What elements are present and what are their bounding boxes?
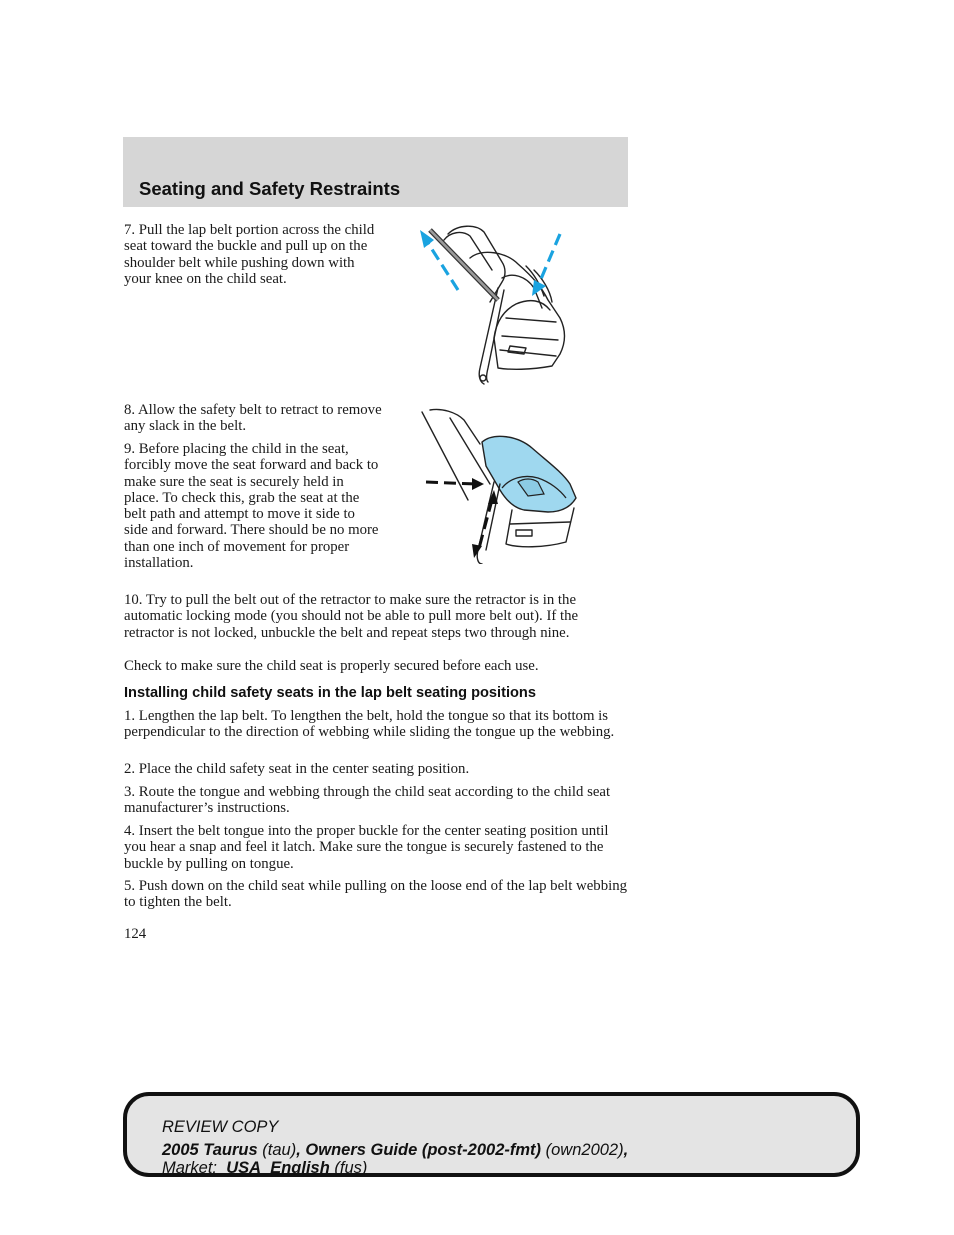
lap-step-1-text: 1. Lengthen the lap belt. To lengthen the belt, hold the tongue so that its bottom is perpendicular to the direction of webbing while sliding the tongue up the webbing.	[124, 708, 615, 741]
footer-market-label: Market:	[162, 1159, 218, 1177]
footer-model-code: (tau)	[262, 1141, 297, 1159]
lap-step-5-text: 5. Push down on the child seat while pulling on the loose end of the lap belt webbing to tighten the belt.	[124, 878, 628, 911]
step-8-text: 8. Allow the safety belt to retract to remove any slack in the belt.	[124, 402, 382, 435]
figure-pull-lap-belt	[410, 218, 575, 390]
lap-step-2-text: 2. Place the child safety seat in the center seating position.	[124, 761, 470, 777]
lap-step-4-text: 4. Insert the belt tongue into the proper buckle for the center seating position until you hear a snap and feel it latch. Make sure the tongue is securely fastened to the buckle by pulling on tongue.	[124, 823, 609, 872]
footer-market-line	[162, 1159, 367, 1178]
step-7-text: 7. Pull the lap belt portion across the child seat toward the buckle and pull up on the shoulder belt while pushing down with your knee on the child seat.	[124, 222, 375, 287]
section-title: Seating and Safety Restraints	[139, 178, 401, 199]
footer-guide-code: (own2002)	[545, 1141, 624, 1159]
footer-guide: Owners Guide (post-2002-fmt)	[305, 1141, 542, 1159]
footer-review-copy: REVIEW COPY	[162, 1118, 279, 1136]
footer-market-code: (fus)	[334, 1159, 368, 1177]
lap-step-3-text: 3. Route the tongue and webbing through the child seat according to the child seat manufacturer’s instructions.	[124, 784, 611, 817]
page-number: 124	[124, 926, 147, 942]
lap-belt-section-heading: Installing child safety seats in the lap belt seating positions	[124, 685, 536, 701]
footer-model: 2005 Taurus	[162, 1141, 258, 1159]
footer-separator: ,	[296, 1141, 306, 1159]
footer-model-line	[162, 1141, 628, 1160]
footer-separator-2: ,	[623, 1141, 629, 1159]
figure-check-seat-movement	[420, 408, 580, 564]
footer-market: USA_English	[226, 1159, 330, 1177]
step-10-text: 10. Try to pull the belt out of the retractor to make sure the retractor is in the automatic locking mode (you should not be able to pull more belt out). If the retractor is not locked, unbuckle the belt and repeat steps two through nine.	[124, 592, 579, 641]
check-note-text: Check to make sure the child seat is properly secured before each use.	[124, 658, 539, 674]
step-9-text: 9. Before placing the child in the seat, forcibly move the seat forward and back to make sure the seat is securely held in place. To check this, grab the seat at the belt path and attempt to move it side to side and forward. There should be no more than one inch of movement for proper installation.	[124, 441, 379, 572]
